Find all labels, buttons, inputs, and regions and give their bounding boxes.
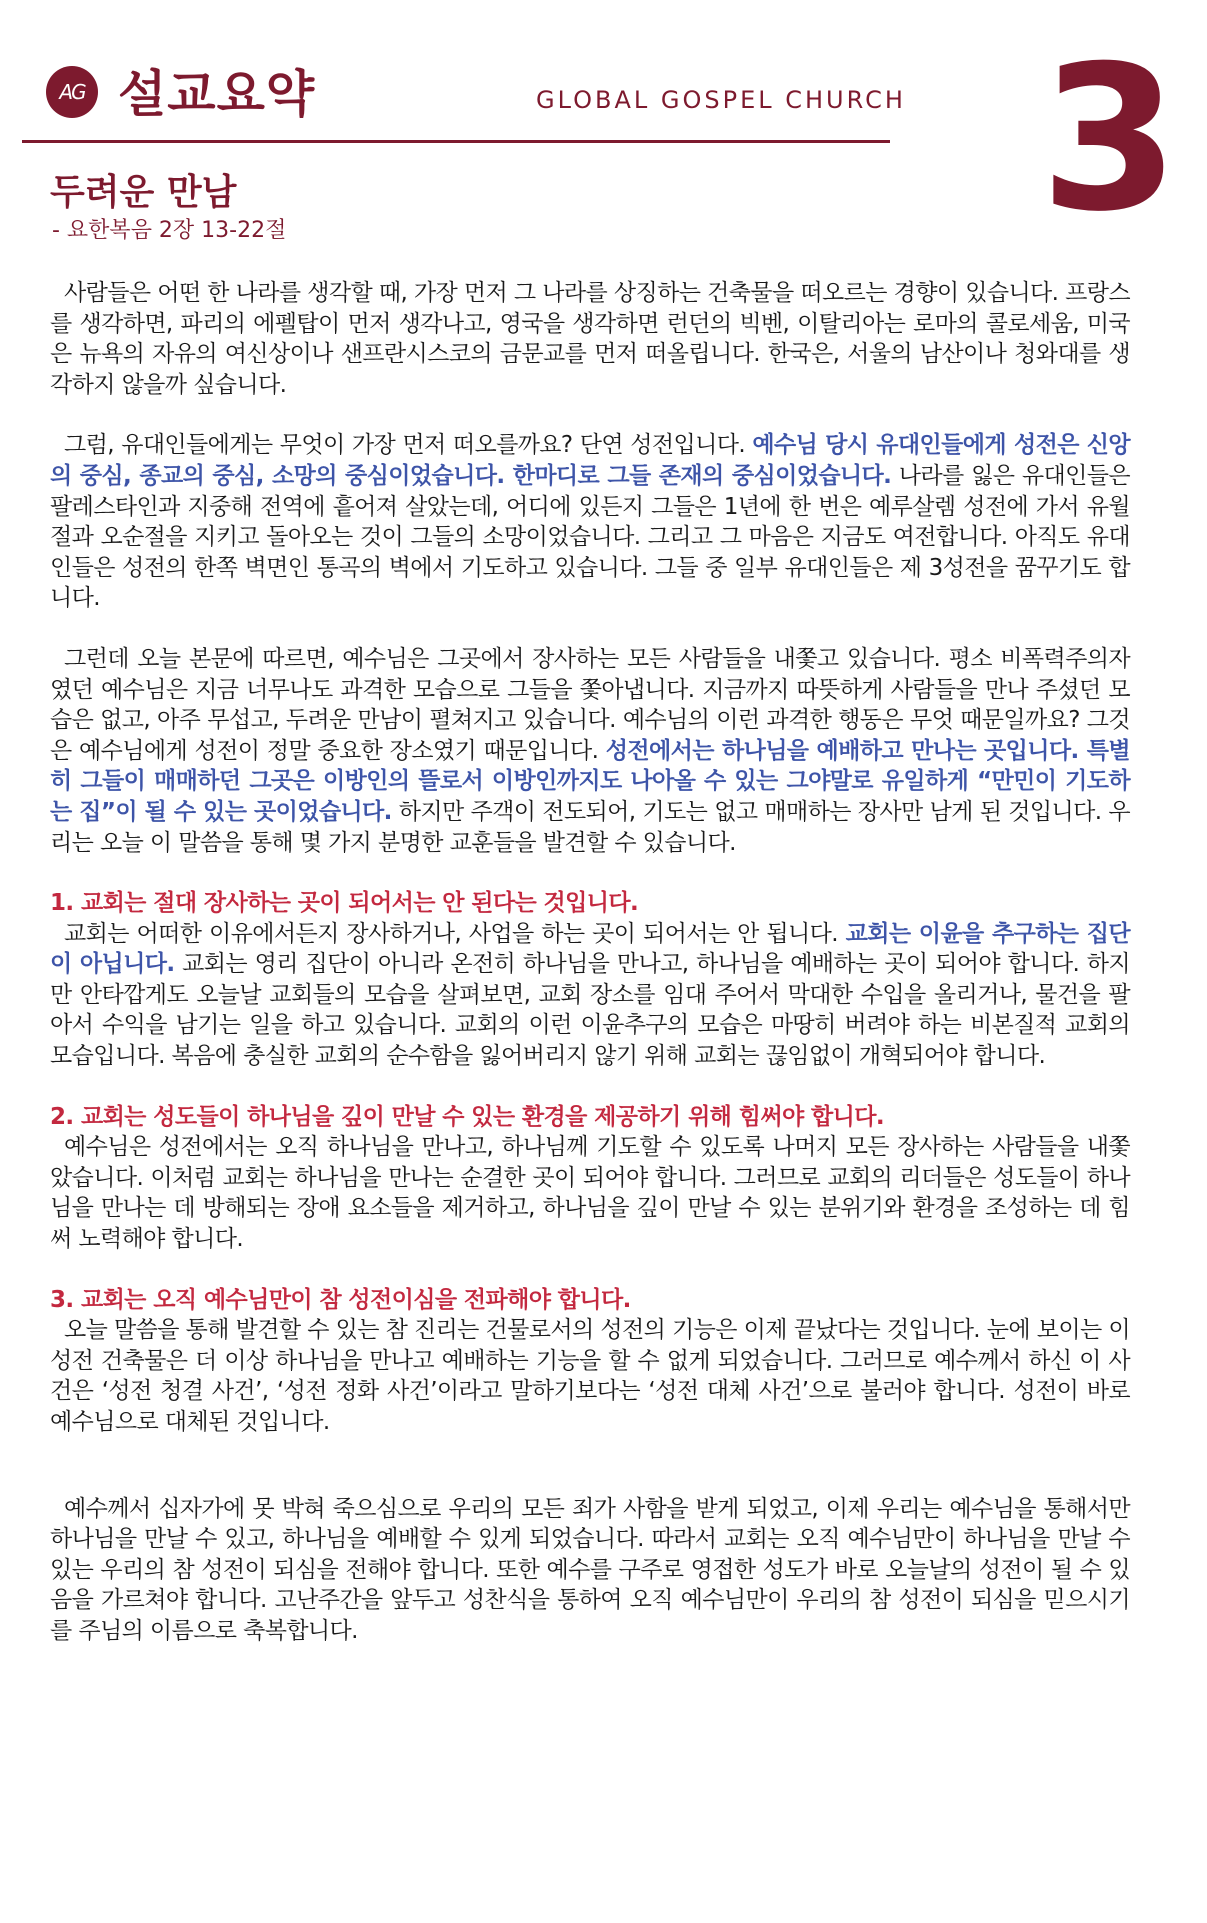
scripture-reference: - 요한복음 2장 13-22절 bbox=[52, 218, 287, 243]
temple-text-a: 그럼, 유대인들에게는 무엇이 가장 먼저 떠오를까요? 단연 성전입니다. bbox=[64, 432, 753, 459]
page-title: 설교요약 bbox=[118, 65, 316, 123]
point-1-text-a: 교회는 어떠한 이유에서든지 장사하거나, 사업을 하는 곳이 되어서는 안 됩니다. bbox=[64, 920, 846, 947]
conclusion-paragraph: 예수께서 십자가에 못 박혀 죽으심으로 우리의 모든 죄가 사함을 받게 되었고, 이제 우리는 예수님을 통해서만 하나님을 만날 수 있고, 하나님을 예배할 수 있게 되었습니다. 따라서 교회는 오직 예수님만이 하나님을 만날 수 있는 우리의 참 성전이 되심을 전해야 합니다. 또한 예수를 구주로 영접한 성도가 바로 오늘날의 성전이 될 수 있음을 가르쳐야 합니다. 고난주간을 앞두고 성찬식을 통하여 오직 예수님만이 우리의 참 성전이 되심을 믿으시기를 주님의 이름으로 축복합니다. bbox=[50, 1495, 1130, 1644]
header-divider bbox=[22, 140, 890, 143]
point-2-heading: 2. 교회는 성도들이 하나님을 깊이 만날 수 있는 환경을 제공하기 위해 힘써야 합니다. bbox=[50, 1103, 884, 1130]
point-1-text bbox=[50, 919, 1130, 1072]
jesus-text-a: 그런데 오늘 본문에 따르면, 예수님은 그곳에서 장사하는 모든 사람들을 내쫓고 있습니다. 평소 비폭력주의자였던 예수님은 지금 너무나도 과격한 모습으로 그들을 쫓아냅니다. 지금까지 따뜻하게 사람들을 만나 주셨던 모습은 없고, 아주 무섭고, 두려운 만남이 펼쳐지고 있습니다. 예수님의 이런 과격한 행동은 무엇 때문일까요? 그것은 예수님에게 성전이 정말 중요한 장소였기 때문입니다. bbox=[50, 645, 1130, 764]
point-3-text: 오늘 말씀을 통해 발견할 수 있는 참 진리는 건물로서의 성전의 기능은 이제 끝났다는 것입니다. 눈에 보이는 이 성전 건축물은 더 이상 하나님을 만나고 예배하는 기능을 할 수 없게 되었습니다. 그러므로 예수께서 하신 이 사건은 ‘성전 청결 사건’, ‘성전 정화 사건’이라고 말하기보다는 ‘성전 대체 사건’으로 불러야 합니다. 성전이 바로 예수님으로 대체된 것입니다. bbox=[50, 1317, 1130, 1435]
sermon-body bbox=[50, 278, 1130, 1647]
jesus-text-c: 하지만 주객이 전도되어, 기도는 없고 매매하는 장사만 남게 된 것입니다. 우리는 오늘 이 말씀을 통해 몇 가지 분명한 교훈들을 발견할 수 있습니다. bbox=[50, 798, 1130, 856]
temple-text-c: 나라를 잃은 유대인들은 팔레스타인과 지중해 전역에 흩어져 살았는데, 어디에 있든지 그들은 1년에 한 번은 예루살렘 성전에 가서 유월절과 오순절을 지키고 돌아오는 것이 그들의 소망이었습니다. 그리고 그 마음은 지금도 여전합니다. 아직도 유대인들은 성전의 한쪽 벽면인 통곡의 벽에서 기도하고 있습니다. 그들 중 일부 유대인들은 제 3성전을 꿈꾸기도 합니다. bbox=[50, 462, 1130, 612]
intro-paragraph: 사람들은 어떤 한 나라를 생각할 때, 가장 먼저 그 나라를 상징하는 건축물을 떠오르는 경향이 있습니다. 프랑스를 생각하면, 파리의 에펠탑이 먼저 생각나고, 영국을 생각하면 런던의 빅벤, 이탈리아는 로마의 콜로세움, 미국은 뉴욕의 자유의 여신상이나 샌프란시스코의 금문교를 먼저 떠올립니다. 한국은, 서울의 남산이나 청와대를 생각하지 않을까 싶습니다. bbox=[50, 280, 1130, 398]
jesus-paragraph bbox=[50, 644, 1130, 858]
point-2-text: 예수님은 성전에서는 오직 하나님을 만나고, 하나님께 기도할 수 있도록 나머지 모든 장사하는 사람들을 내쫓았습니다. 이처럼 교회는 하나님을 만나는 순결한 곳이 되어야 합니다. 그러므로 교회의 리더들은 성도들이 하나님을 만나는 데 방해되는 장애 요소들을 제거하고, 하나님을 깊이 만날 수 있는 분위기와 환경을 조성하는 데 힘써 노력해야 합니다. bbox=[50, 1134, 1130, 1253]
church-logo: AG bbox=[46, 66, 98, 118]
church-name: GLOBAL GOSPEL CHURCH bbox=[536, 86, 906, 114]
point-1-text-c: 교회는 영리 집단이 아니라 온전히 하나님을 만나고, 하나님을 예배하는 곳이 되어야 합니다. 하지만 안타깝게도 오늘날 교회들의 모습을 살펴보면, 교회 장소를 임대 주어서 막대한 수입을 올리거나, 물건을 팔아서 수익을 남기는 일을 하고 있습니다. 교회의 이런 이윤추구의 모습은 마땅히 버려야 하는 비본질적 교회의 모습입니다. 복음에 충실한 교회의 순수함을 잃어버리지 않기 위해 교회는 끊임없이 개혁되어야 합니다. bbox=[50, 951, 1130, 1070]
jesus-emphasis: 성전에서는 하나님을 예배하고 만나는 곳입니다. 특별히 그들이 매매하던 그곳은 이방인의 뜰로서 이방인까지도 나아올 수 있는 그야말로 유일하게 “만민이 기도하는 집”이 될 수 있는 곳이었습니다. bbox=[50, 737, 1130, 825]
temple-emphasis: 예수님 당시 유대인들에게 성전은 신앙의 중심, 종교의 중심, 소망의 중심이었습니다. 한마디로 그들 존재의 중심이었습니다. bbox=[50, 432, 1130, 489]
sermon-title: 두려운 만남 bbox=[50, 172, 237, 213]
issue-number: 3 bbox=[1040, 23, 1180, 256]
temple-paragraph bbox=[50, 430, 1130, 614]
point-3-heading: 3. 교회는 오직 예수님만이 참 성전이심을 전파해야 합니다. bbox=[50, 1286, 631, 1313]
point-1-emphasis: 교회는 이윤을 추구하는 집단이 아닙니다. bbox=[50, 920, 1130, 978]
point-1-heading: 1. 교회는 절대 장사하는 곳이 되어서는 안 된다는 것입니다. bbox=[50, 890, 639, 917]
